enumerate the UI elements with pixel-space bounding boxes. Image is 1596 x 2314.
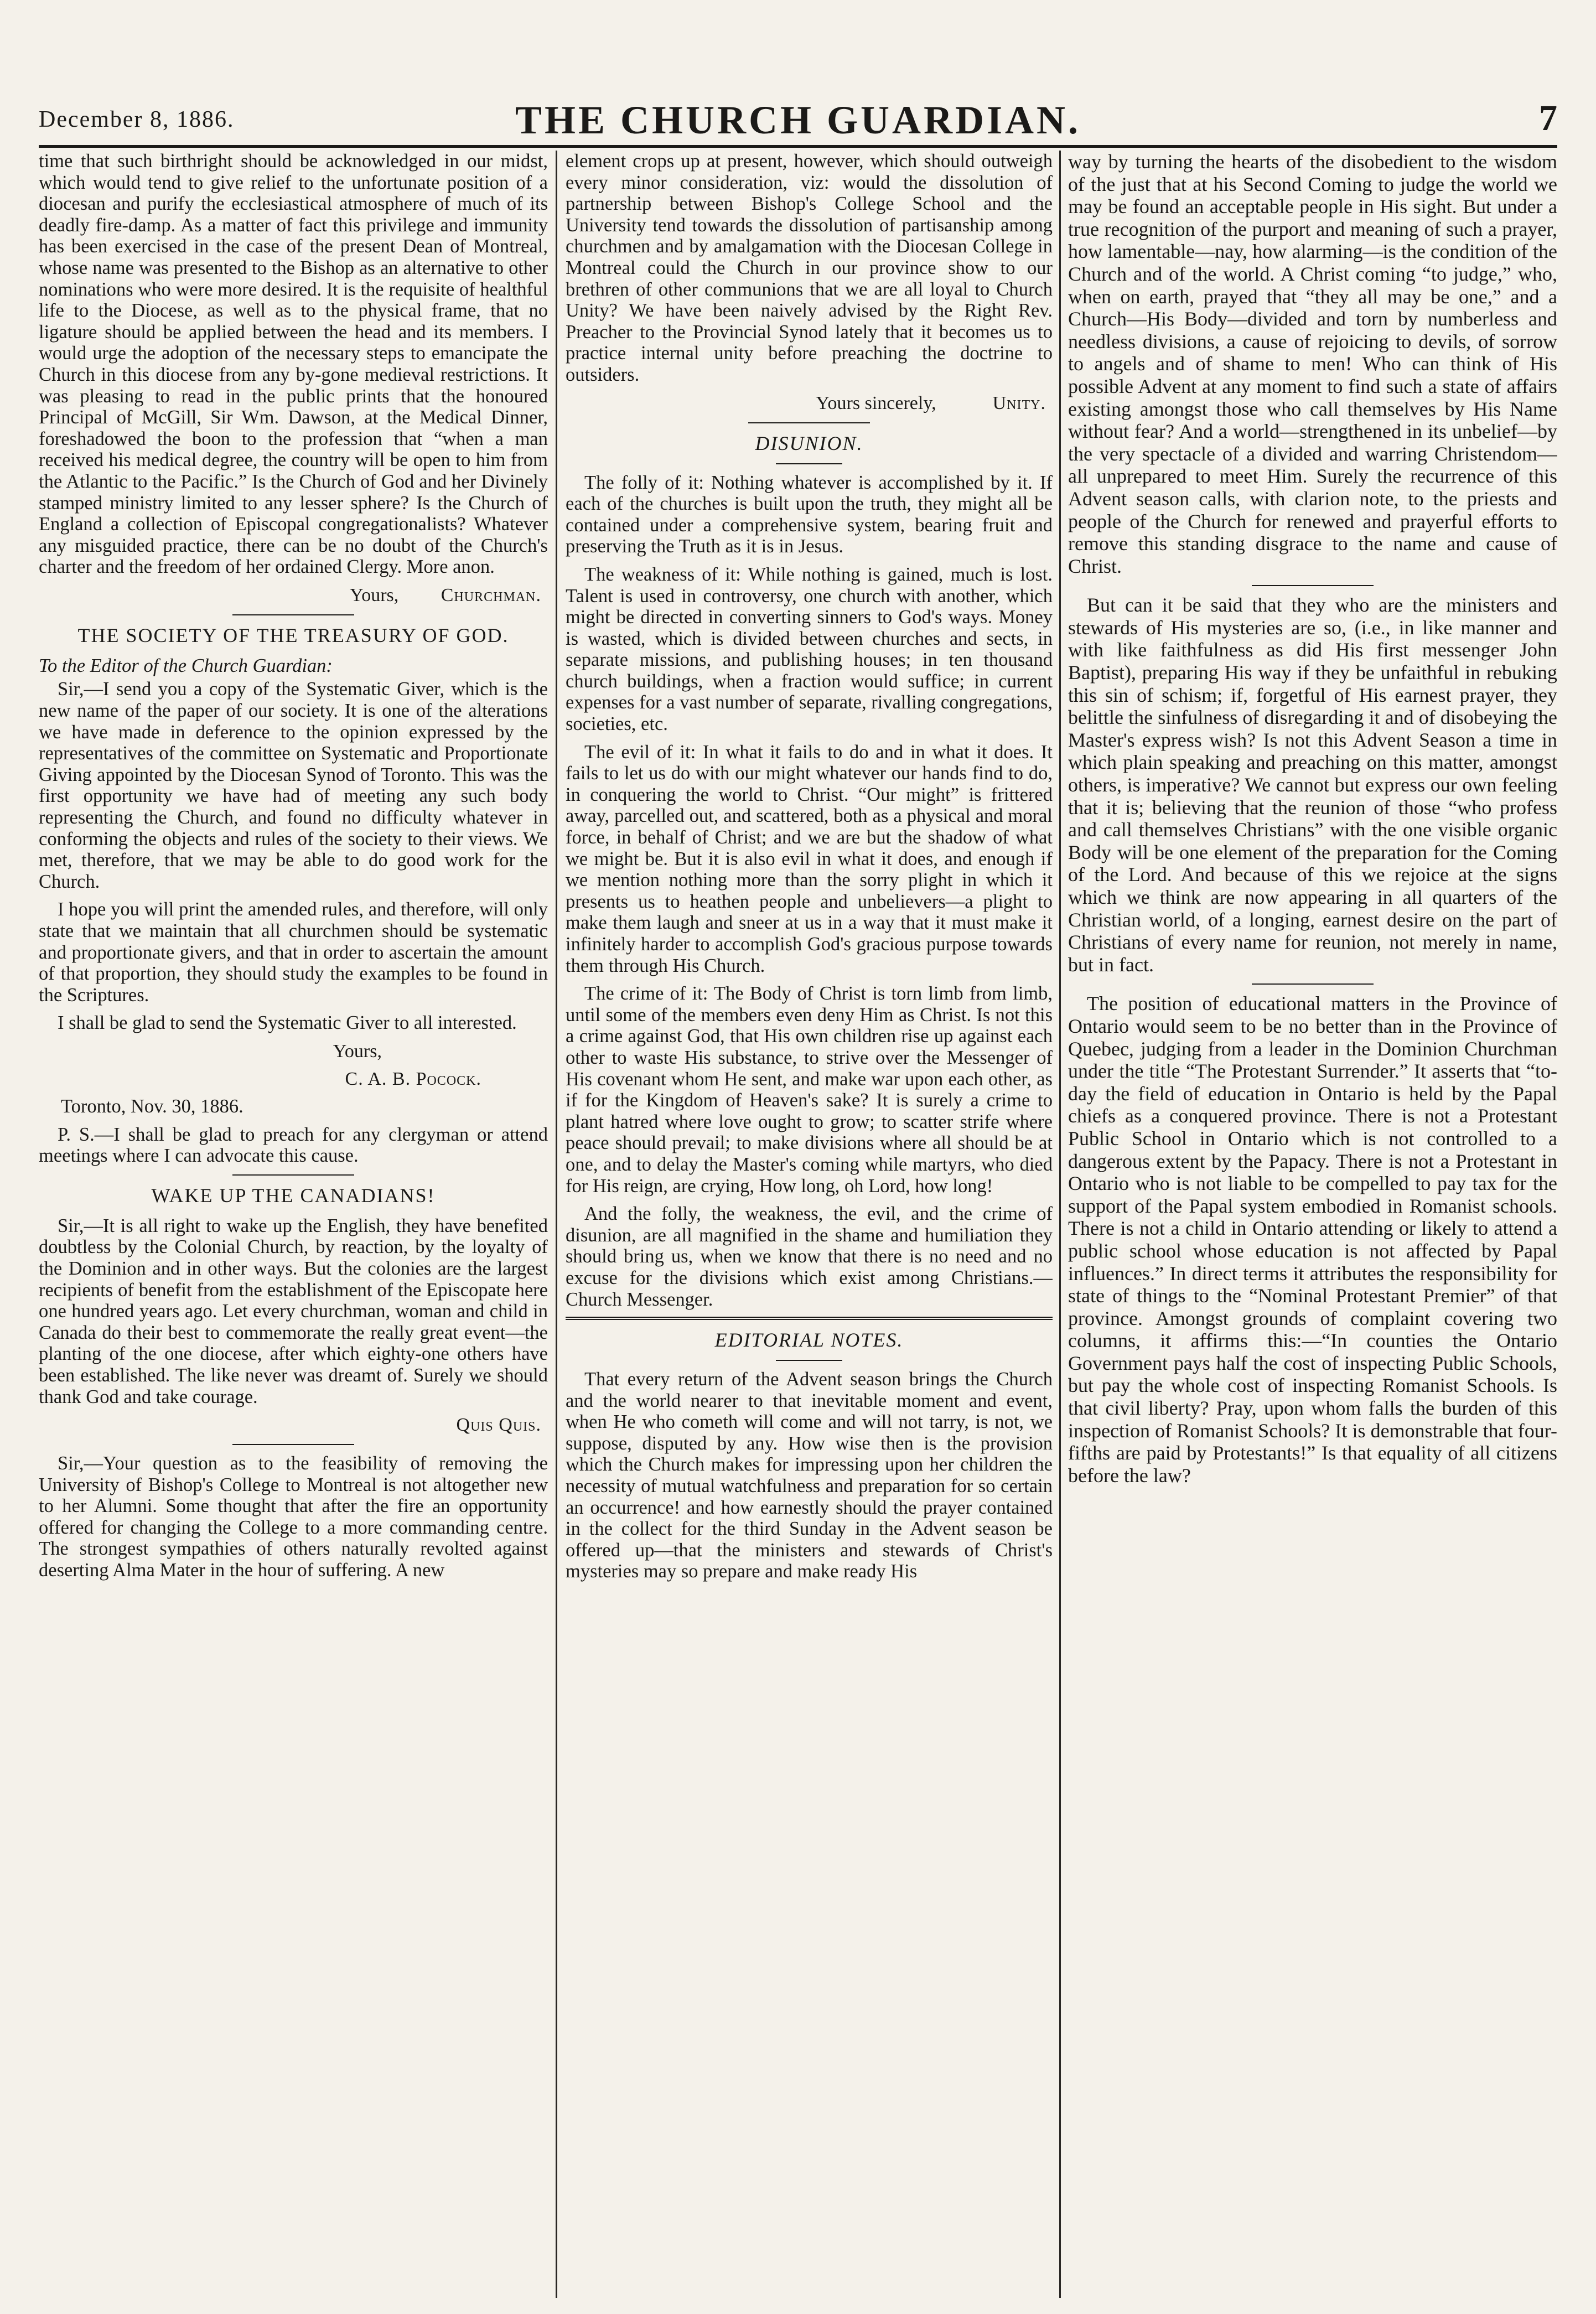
- letter-wake-up-text: Sir,—It is all right to wake up the English, they have benefited doubtless by the Colonial Church, by reaction, by the loyalty of the Dominion and in other ways. But the colonies are the largest recipients of benefit from the establishment of the Episcopate here one hundred years ago. Let every churchman, woman and child in Canada do their best to commemorate the really great event—the planting of the one diocese, after which eighty-one others have been established. The like never was dreamt of. Surely we should thank God and take courage.: [39, 1215, 548, 1407]
- heading-editorial-notes: EDITORIAL NOTES.: [714, 1329, 904, 1352]
- heading-disunion: DISUNION.: [755, 432, 863, 454]
- signature-unity: [566, 392, 1053, 415]
- heading-treasury-of-god: THE SOCIETY OF THE TREASURY OF GOD.: [77, 624, 509, 646]
- page-header: [39, 94, 1557, 144]
- signature-quis-quis: Quis Quis.: [456, 1415, 541, 1436]
- signature-churchman: [39, 584, 548, 607]
- editorial-advent-text: That every return of the Advent season brings the Church and the world nearer to that inevitable moment and event, when He who cometh will come and will not tarry, is not, we suppose, disputed by any. How wise then is the provision which the Church makes for impressing upon her children the necessity of mutual watchfulness and preparation for so certain an occurrence! and how earnestly should the prayer contained in the collect for the third Sunday in the Advent season be offered up—that the ministers and stewards of Christ's mysteries may so prepare and make ready His: [566, 1369, 1053, 1582]
- column-divider-2: [1059, 151, 1061, 2298]
- heading-underline: [776, 463, 842, 464]
- section-rule: [232, 1444, 354, 1445]
- signature-yours-sincerely: Yours sincerely,: [816, 392, 936, 413]
- editorial-ontario-education-text: The position of educational matters in the Province of Ontario would seem to be no better than in the Province of Quebec, judging from a leader in the Dominion Churchman under the title “The Protestant Surrender.” It asserts that “to-day the field of education in Ontario is held by the Papal chiefs as a conquered province. There is not a Protestant Public School in Ontario which is not controlled to a dangerous extent by the Papacy. There is not a Protestant in Ontario who is not liable to be compelled to pay tax for the support of the Papal system embodied in Romanist schools. There is not a child in Ontario attending or likely to attend a public school whose education is not affected by Papal influences.” In direct terms it attributes the responsibility for state of things to the “Nominal Protestant Premier” of that province. Amongst grounds of complaint covering two columns, it affirms this:—“In counties the Ontario Government pays half the cost of inspecting Public Schools, but pay the whole cost of inspecting Romanist Schools. Is that civil liberty? Pray, upon whom falls the burden of this inspection of Romanist Schools? It is demonstrable that four-fifths are paid by Protestants!” Is that equality of all citizens before the law?: [1068, 992, 1557, 1487]
- letter-unity-text: element crops up at present, however, which should outweigh every minor consideration, viz: would the dissolution of partnership between Bishop's College School and the University tend towards the dissolution of partisanship among churchmen and by amalgamation with the Diocesan College in Montreal could the Church in our province show to our brethren of other communions that we are all loyal to Church Unity? We have been naively advised by the Right Rev. Preacher to the Provincial Synod lately that it becomes us to practice internal unity before preaching the doctrine to outsiders.: [566, 151, 1053, 385]
- heading-underline: [776, 1360, 842, 1361]
- header-rule: [39, 145, 1557, 148]
- disunion-weakness: The weakness of it: While nothing is gained, much is lost. Talent is used in controversy, one church with another, which might be directed in converting sinners to God's ways. Money is wasted, which is divided between churches and sects, in separate missions, and publishing houses; in ten thousand church buildings, when a fraction would suffice; in current expenses for a vast number of separate, rivalling congregations, societies, etc.: [566, 563, 1053, 735]
- disunion-folly: The folly of it: Nothing whatever is accomplished by it. If each of the churches is built upon the truth, they might all be contained under a comprehensive system, bearing fruit and preserving the Truth as it is in Jesus.: [566, 472, 1053, 557]
- signature-pocock: C. A. B. Pocock.: [345, 1068, 481, 1089]
- disunion-conclusion: And the folly, the weakness, the evil, and the crime of disunion, are all magnified in the shame and humiliation they should bring us, when we know that there is no need and no excuse for the divisions which exist among Christians.—Church Messenger.: [566, 1203, 1053, 1310]
- column-3: [1068, 151, 1557, 2298]
- column-divider-1: [556, 151, 557, 2298]
- issue-date: December 8, 1886.: [39, 107, 235, 132]
- letter-pocock-paragraph-2: I hope you will print the amended rules, and therefore, will only state that we maintain that all churchmen should be systematic and proportionate givers, and that in order to ascertain the amount of that proportion, they should study the examples to be found in the Scriptures.: [39, 899, 548, 1006]
- heading-wake-up-canadians: WAKE UP THE CANADIANS!: [151, 1184, 436, 1207]
- disunion-crime: The crime of it: The Body of Christ is torn limb from limb, until some of the members even deny Him as Christ. Is not this a crime against God, that His own children rise up against each other to waste His substance, to strive over the Messenger of His covenant whom He sent, and make war upon each other, as if for the Kingdom of Heaven's sake? It is surely a crime to plant hatred where love ought to grow; to scatter strife where peace should prevail; to make divisions where all should be at one, and to delay the Master's coming while martyrs, who died for His reign, are crying, How long, oh Lord, how long!: [566, 983, 1053, 1197]
- signature-yours-2: Yours,: [333, 1040, 382, 1062]
- letter-churchman-text: time that such birthright should be acknowledged in our midst, which would tend to give relief to the unfortunate position of a diocesan and purify the ecclesiastical atmosphere of much of its deadly fire-damp. As a matter of fact this privilege and immunity has been exercised in the case of the present Dean of Montreal, whose name was presented to the Bishop as an alternative to other nominations who were more desired. It is the requisite of healthful life to the Diocese, as well as to the physical frame, that no ligature should be applied between the head and its members. I would urge the adoption of the necessary steps to emancipate the Church in this diocese from any by-gone medieval restrictions. It was pleasing to read in the public prints that the honoured Principal of McGill, Sir Wm. Dawson, at the Medical Dinner, foreshadowed the boon to the profession that “when a man received his medical degree, the country will be open to him from the Atlantic to the Pacific.” Is the Church of God and her Divinely stamped ministry limited to any lesser sphere? Is the Church of England a collection of Episcopal congregationalists? Whatever any misguided practice, there can be no doubt of the Church's charter and the freedom of her ordained Clergy. More anon.: [39, 151, 548, 578]
- signature-yours: Yours,: [350, 584, 399, 605]
- section-rule: [232, 614, 354, 615]
- signature-name: Churchman.: [441, 584, 541, 605]
- editorial-advent-continued: way by turning the hearts of the disobedient to the wisdom of the just that at his Second Coming to judge the world we may be found an acceptable people in His sight. But under a true recognition of the purport and meaning of such a prayer, how lamentable—nay, how alarming—is the condition of the Church and of the world. A Christ coming “to judge,” who, when on earth, prayed that “they all may be one,” and a Church—His Body—divided and torn by numberless and needless divisions, a cause of rejoicing to devils, of sorrow to angels and of shame to men! Who can think of His possible Advent at any moment to find such a state of affairs existing amongst those who call themselves by His Name without fear? And a world—strengthened in its unbelief—by the very spectacle of a divided and warring Christendom—all unprepared to meet Him. Surely the recurrence of this Advent season calls, with clarion note, to the priests and people of the Church for renewed and prayerful efforts to remove this standing disgrace to the name and cause of Christ.: [1068, 151, 1557, 577]
- page-number: 7: [1539, 98, 1557, 138]
- double-rule: [566, 1317, 1053, 1320]
- section-rule: [748, 422, 870, 423]
- section-rule: [232, 1174, 354, 1176]
- letter-pocock-paragraph-1: Sir,—I send you a copy of the Systematic Giver, which is the new name of the paper of our society. It is one of the alterations we have made in deference to the opinion expressed by the representatives of the committee on Systematic and Proportionate Giving appointed by the Diocesan Synod of Toronto. This was the first opportunity we have had of meeting any such body representing the Church, and found no difficulty whatever in conforming the objects and rules of the society to their views. We met, therefore, that we may be able to do good work for the Church.: [39, 679, 548, 892]
- salutation: To the Editor of the Church Guardian:: [39, 655, 333, 676]
- column-2: [566, 151, 1053, 2298]
- column-1: [39, 151, 548, 2298]
- letter-pocock-postscript: P. S.—I shall be glad to preach for any clergyman or attend meetings where I can advocate this cause.: [39, 1124, 548, 1167]
- signature-place-date: Toronto, Nov. 30, 1886.: [61, 1095, 243, 1117]
- letter-bishops-college-text: Sir,—Your question as to the feasibility of removing the University of Bishop's College to Montreal is not altogether new to her Alumni. Some thought that after the fire an opportunity offered for changing the College to a more commanding centre. The strongest sympathies of others naturally revolted against deserting Alma Mater in the hour of suffering. A new: [39, 1453, 548, 1581]
- newspaper-title: THE CHURCH GUARDIAN.: [515, 98, 1081, 142]
- letter-pocock-paragraph-3: I shall be glad to send the Systematic Giver to all interested.: [58, 1012, 517, 1034]
- editorial-ministers-text: But can it be said that they who are the ministers and stewards of His mysteries are so, (i.e., in like manner and with like faithfulness as did His first messenger John Baptist), preparing His way if they be unfaithful in rebuking this sin of schism; if, forgetful of His earnest prayer, they belittle the sinfulness of disregarding it and of disobeying the Master's express wish? Is not this Advent Season a time in which plain speaking and preaching on this matter, amongst others, is imperative? We cannot but express our own feeling that it is; believing that the reunion of those “who profess and call themselves Christians” with the one visible organic Body will be one element of the preparation for the Coming of the Lord. And because of this we rejoice at the signs which we think are now appearing in all quarters of the Christian world, of a longing, earnest desire on the part of Christians of every name for reunion, not merely in name, but in fact.: [1068, 594, 1557, 976]
- disunion-evil: The evil of it: In what it fails to do and in what it does. It fails to let us do with our might whatever our hands find to do, in conquering the world to Christ. “Our might” is frittered away, parcelled out, and scattered, both as a physical and moral force, in behalf of Christ; and we are but the shadow of what we might be. But it is also evil in what it does, and enough if we mention nothing more than the sorry plight in which it presents us to heathen people and unbelievers—a plight to make them laugh and sneer at us in a way that it must make it infinitely harder to accomplish God's gracious purpose towards them through His Church.: [566, 741, 1053, 976]
- section-rule: [1252, 983, 1374, 985]
- section-rule: [1252, 585, 1374, 586]
- signature-name: Unity.: [992, 392, 1046, 413]
